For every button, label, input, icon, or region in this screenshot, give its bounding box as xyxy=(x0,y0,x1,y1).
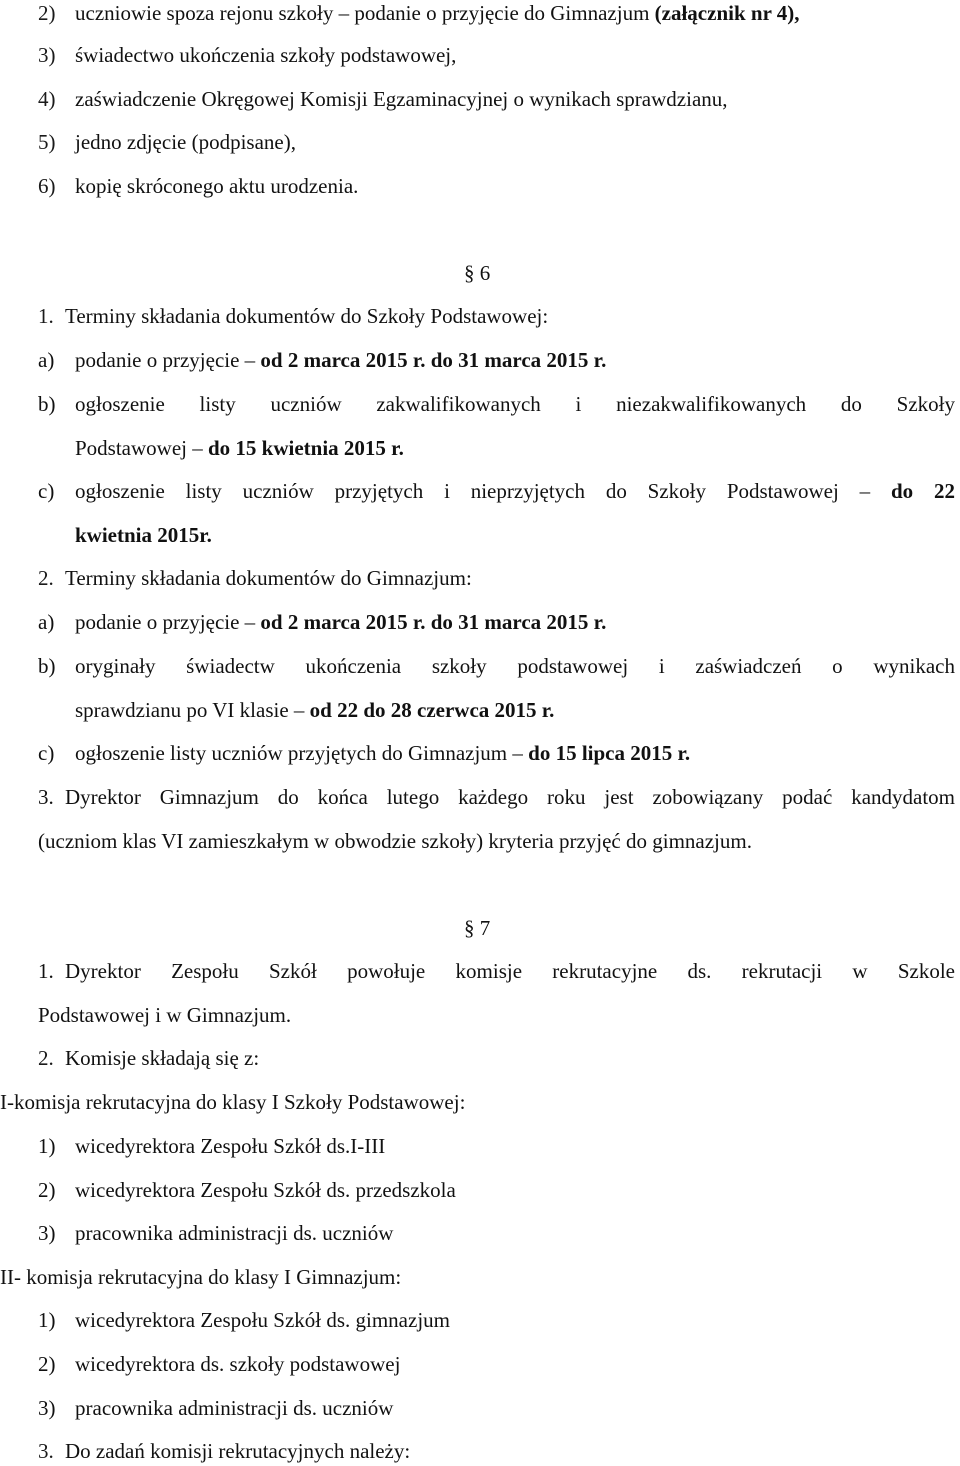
list-item-text: zaświadczenie Okręgowej Komisji Egzaminacyjnej o wynikach sprawdzianu, xyxy=(75,87,728,111)
sub-item-date: do 15 kwietnia 2015 r. xyxy=(208,436,404,460)
list-item xyxy=(38,129,296,155)
item-number: 1. xyxy=(38,959,54,983)
numbered-item xyxy=(38,303,549,329)
sub-item-date: od 2 marca 2015 r. do 31 marca 2015 r. xyxy=(260,348,607,372)
list-item-number: 1) xyxy=(38,1134,56,1158)
list-item-number: 3) xyxy=(38,1221,56,1245)
numbered-item xyxy=(38,565,472,591)
item-number: 2. xyxy=(38,1046,54,1070)
item-text: Komisje składają się z: xyxy=(65,1046,260,1070)
list-item-number: 2) xyxy=(38,1,56,25)
sub-item-text: podanie o przyjęcie – xyxy=(75,610,261,634)
item-text-continuation: (uczniom klas VI zamieszkałym w obwodzie szkoły) kryteria przyjęć do gimnazjum. xyxy=(38,829,752,853)
list-item-number: 1) xyxy=(38,1308,56,1332)
sub-item-date: od 22 do 28 czerwca 2015 r. xyxy=(309,698,555,722)
sub-item-date: do 22 xyxy=(890,479,955,503)
sub-item-label: a) xyxy=(38,610,55,634)
item-text: Dyrektor Zespołu Szkół powołuje komisje rekrutacyjne ds. rekrutacji w Szkole xyxy=(65,959,955,983)
list-item-text: pracownika administracji ds. uczniów xyxy=(75,1396,394,1420)
list-item-text: wicedyrektora Zespołu Szkół ds.I-III xyxy=(75,1134,386,1158)
list-item xyxy=(38,42,457,68)
list-item xyxy=(38,1177,456,1203)
sub-item-text: sprawdzianu po VI klasie – xyxy=(75,698,310,722)
item-number: 3. xyxy=(38,785,54,809)
item-number: 1. xyxy=(38,304,54,328)
list-item-number: 3) xyxy=(38,1396,56,1420)
sub-item-label: c) xyxy=(38,741,55,765)
list-item-text: uczniowie spoza rejonu szkoły – podanie o przyjęcie do Gimnazjum xyxy=(75,1,655,25)
list-item-number: 5) xyxy=(38,130,56,154)
sub-item-label: a) xyxy=(38,348,55,372)
list-item xyxy=(38,1351,401,1377)
list-item-number: 3) xyxy=(38,43,56,67)
sub-item xyxy=(38,347,607,373)
list-item xyxy=(38,1220,394,1246)
list-item-number: 2) xyxy=(38,1352,56,1376)
sub-item-date: od 2 marca 2015 r. do 31 marca 2015 r. xyxy=(260,610,607,634)
item-text: Do zadań komisji rekrutacyjnych należy: xyxy=(65,1439,411,1463)
list-item-text: pracownika administracji ds. uczniów xyxy=(75,1221,394,1245)
item-text-continuation: Podstawowej i w Gimnazjum. xyxy=(38,1003,292,1027)
list-item xyxy=(38,86,728,112)
list-item xyxy=(38,1133,386,1159)
sub-item-date: do 15 lipca 2015 r. xyxy=(528,741,691,765)
sub-item-label: b) xyxy=(38,654,56,678)
list-item-text: wicedyrektora Zespołu Szkół ds. gimnazjum xyxy=(75,1308,450,1332)
list-item-number: 4) xyxy=(38,87,56,111)
list-item-text: jedno zdjęcie (podpisane), xyxy=(75,130,296,154)
commission-title: I-komisja rekrutacyjna do klasy I Szkoły Podstawowej: xyxy=(0,1090,466,1114)
sub-item-text: ogłoszenie listy uczniów przyjętych i nieprzyjętych do Szkoły Podstawowej – xyxy=(75,479,891,503)
sub-item-label: c) xyxy=(38,479,55,503)
list-item-text: świadectwo ukończenia szkoły podstawowej, xyxy=(75,43,457,67)
section-heading: § 7 xyxy=(464,916,491,940)
sub-item-continuation xyxy=(75,435,404,461)
item-text: Dyrektor Gimnazjum do końca lutego każdego roku jest zobowiązany podać kandydatom xyxy=(65,785,955,809)
list-item-text: kopię skróconego aktu urodzenia. xyxy=(75,174,359,198)
sub-item-date: kwietnia 2015r. xyxy=(75,523,212,547)
numbered-item xyxy=(38,1045,260,1071)
list-item xyxy=(38,1307,450,1333)
sub-item xyxy=(38,609,607,635)
list-item-number: 6) xyxy=(38,174,56,198)
list-item xyxy=(38,173,359,199)
sub-item-text: ogłoszenie listy uczniów zakwalifikowanych i niezakwalifikowanych do Szkoły xyxy=(75,392,955,416)
sub-item-text: ogłoszenie listy uczniów przyjętych do Gimnazjum – xyxy=(75,741,529,765)
sub-item-text: Podstawowej – xyxy=(75,436,208,460)
item-number: 2. xyxy=(38,566,54,590)
sub-item-continuation xyxy=(75,522,212,548)
sub-item xyxy=(38,740,691,766)
sub-item-continuation xyxy=(75,697,554,723)
item-number: 3. xyxy=(38,1439,54,1463)
list-item-text: wicedyrektora Zespołu Szkół ds. przedszkola xyxy=(75,1178,456,1202)
numbered-item xyxy=(38,1438,411,1464)
sub-item-label: b) xyxy=(38,392,56,416)
list-item-bold-text: (załącznik nr 4), xyxy=(654,1,800,25)
list-item-text: wicedyrektora ds. szkoły podstawowej xyxy=(75,1352,401,1376)
item-text: Terminy składania dokumentów do Szkoły Podstawowej: xyxy=(65,304,549,328)
list-item-number: 2) xyxy=(38,1178,56,1202)
list-item xyxy=(38,0,800,26)
sub-item-line xyxy=(75,478,955,504)
item-text: Terminy składania dokumentów do Gimnazjum: xyxy=(65,566,472,590)
sub-item-text: podanie o przyjęcie – xyxy=(75,348,261,372)
commission-title: II- komisja rekrutacyjna do klasy I Gimnazjum: xyxy=(0,1265,402,1289)
section-heading: § 6 xyxy=(464,261,491,285)
sub-item-text: oryginały świadectw ukończenia szkoły podstawowej i zaświadczeń o wynikach xyxy=(75,654,955,678)
list-item xyxy=(38,1395,394,1421)
